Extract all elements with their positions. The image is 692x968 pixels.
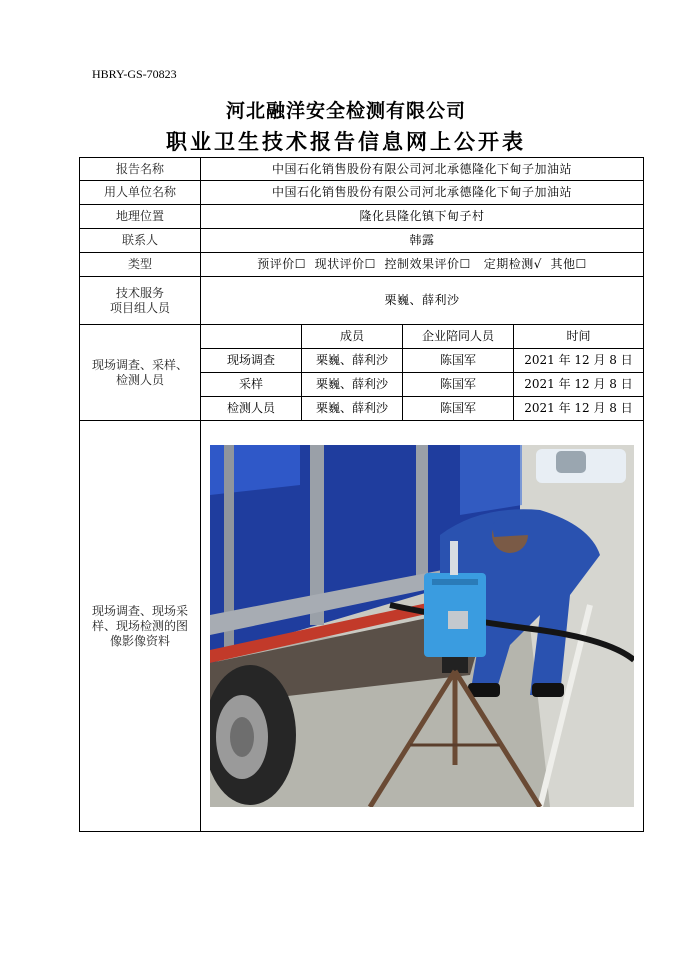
survey-members: 栗巍、薛利沙 <box>302 349 403 373</box>
survey-stage: 采样 <box>201 373 302 397</box>
photo-label <box>80 421 201 832</box>
site-photo <box>210 445 634 807</box>
survey-date: 2021 年 12 月 8 日 <box>514 397 644 421</box>
photo-label-line2: 样、现场检测的图 <box>91 618 188 633</box>
survey-stage: 现场调查 <box>201 349 302 373</box>
site-photo-illustration <box>210 445 634 807</box>
photo-label-line3: 像影像资料 <box>109 633 170 648</box>
contact-label: 联系人 <box>80 229 201 253</box>
type-value: 预评价☐ 现状评价☐ 控制效果评价☐ 定期检测√ 其他☐ <box>201 253 644 277</box>
type-label: 类型 <box>80 253 201 277</box>
team-value: 栗巍、薛利沙 <box>201 277 644 325</box>
table-row <box>80 421 644 832</box>
report-name-value: 中国石化销售股份有限公司河北承德隆化下甸子加油站 <box>201 158 644 181</box>
table-row <box>80 277 644 325</box>
team-label <box>80 277 201 325</box>
employer-label: 用人单位名称 <box>80 181 201 205</box>
survey-header-members: 成员 <box>302 325 403 349</box>
page-title: 职业卫生技术报告信息网上公开表 <box>166 129 526 154</box>
survey-header-date: 时间 <box>514 325 644 349</box>
survey-label-line1: 现场调查、采样、 <box>91 357 188 372</box>
survey-header-escort: 企业陪同人员 <box>403 325 514 349</box>
table-row <box>80 205 644 229</box>
survey-escort: 陈国军 <box>403 373 514 397</box>
survey-date: 2021 年 12 月 8 日 <box>514 373 644 397</box>
table-row <box>80 325 644 349</box>
survey-escort: 陈国军 <box>403 349 514 373</box>
contact-value: 韩露 <box>201 229 644 253</box>
team-label-line2: 项目组人员 <box>109 300 170 315</box>
report-name-label: 报告名称 <box>80 158 201 181</box>
company-name: 河北融洋安全检测有限公司 <box>225 100 466 122</box>
survey-label-line2: 检测人员 <box>115 372 164 387</box>
location-value: 隆化县隆化镇下甸子村 <box>201 205 644 229</box>
survey-header-blank <box>201 325 302 349</box>
survey-date: 2021 年 12 月 8 日 <box>514 349 644 373</box>
survey-members: 栗巍、薛利沙 <box>302 397 403 421</box>
photo-cell <box>201 421 644 832</box>
photo-label-line1: 现场调查、现场采 <box>91 603 188 618</box>
survey-label <box>80 325 201 421</box>
table-row <box>80 253 644 277</box>
info-table <box>79 157 644 832</box>
team-label-line1: 技术服务 <box>115 285 164 300</box>
survey-escort: 陈国军 <box>403 397 514 421</box>
table-row <box>80 181 644 205</box>
location-label: 地理位置 <box>80 205 201 229</box>
employer-value: 中国石化销售股份有限公司河北承德隆化下甸子加油站 <box>201 181 644 205</box>
document-code: HBRY-GS-70823 <box>92 67 177 81</box>
survey-stage: 检测人员 <box>201 397 302 421</box>
survey-members: 栗巍、薛利沙 <box>302 373 403 397</box>
table-row <box>80 229 644 253</box>
table-row <box>80 158 644 181</box>
